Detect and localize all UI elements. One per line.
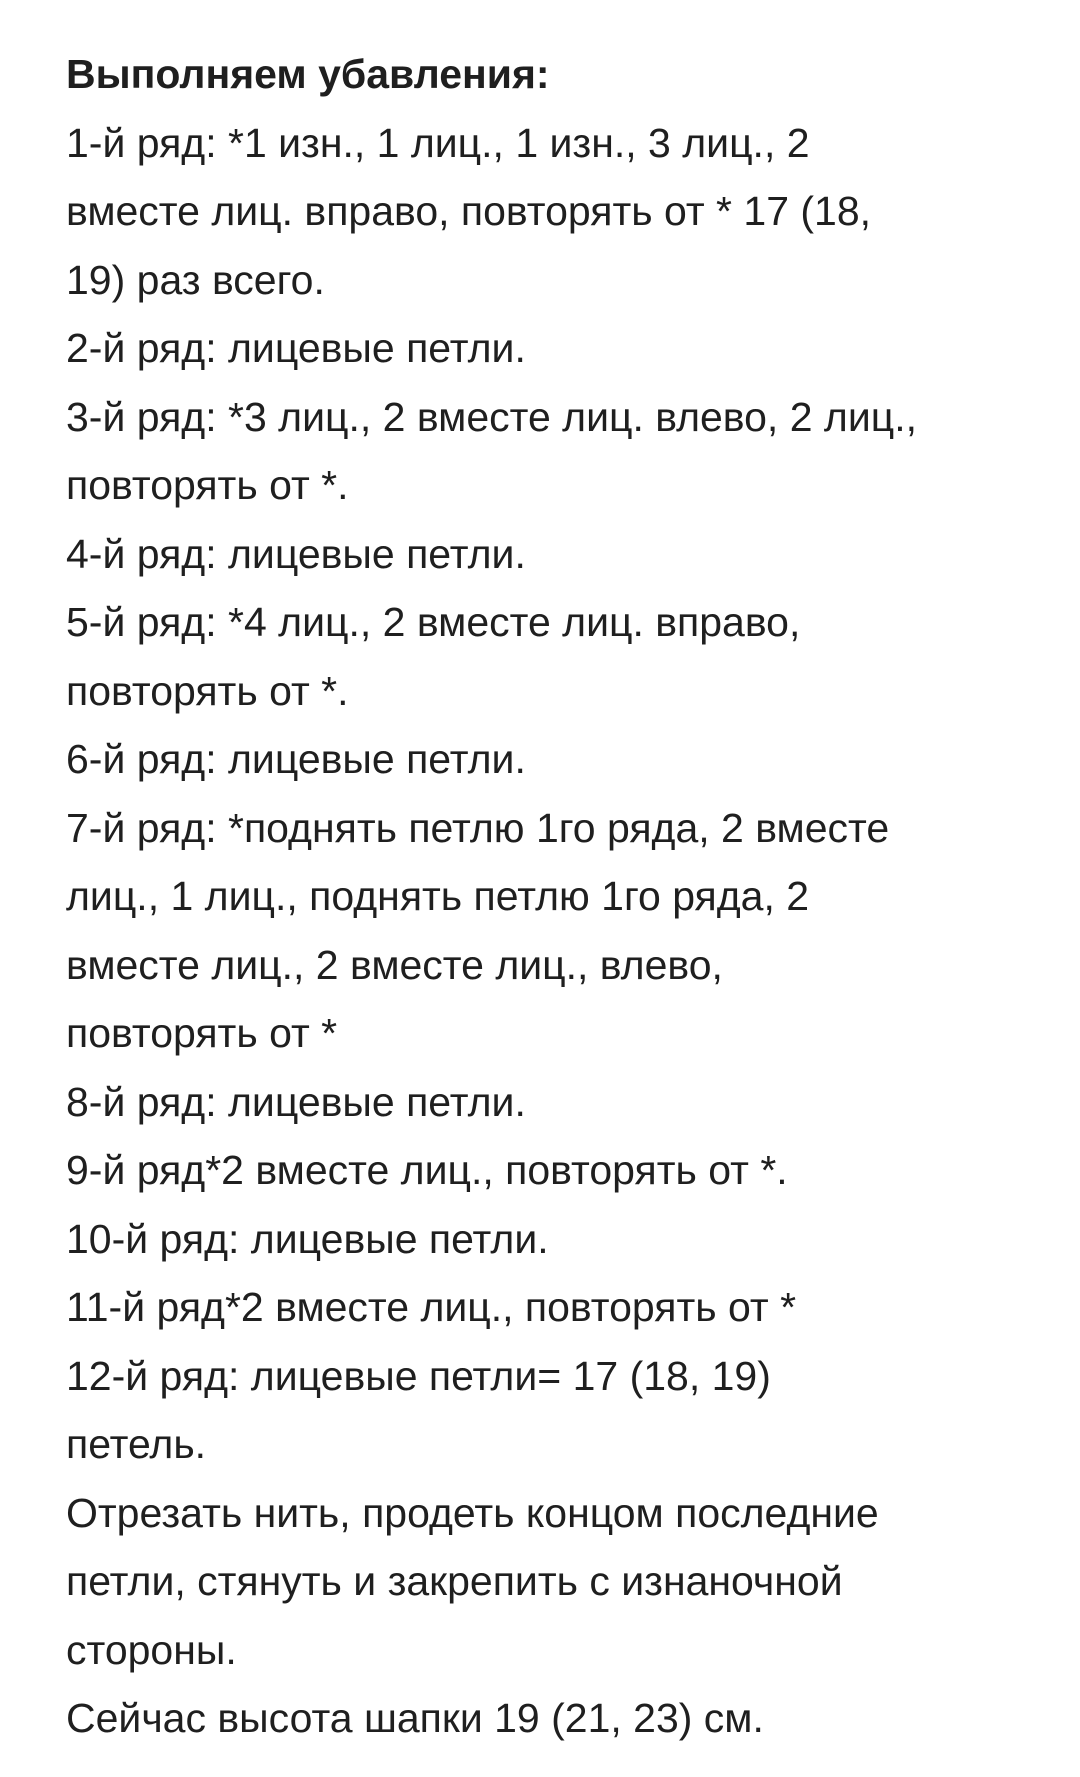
text-line: 7-й ряд: *поднять петлю 1го ряда, 2 вместе [66, 804, 890, 851]
text-line: вместе лиц., 2 вместе лиц., влево, [66, 941, 723, 988]
text-line: Отрезать нить, продеть концом последние [66, 1489, 879, 1536]
text-line: 11-й ряд*2 вместе лиц., повторять от * [66, 1284, 797, 1330]
text-line: 10-й ряд: лицевые петли. [66, 1215, 549, 1262]
text-line: 3-й ряд: *3 лиц., 2 вместе лиц. влево, 2 лиц., [66, 393, 917, 440]
text-line: 1-й ряд: *1 изн., 1 лиц., 1 изн., 3 лиц., 2 [66, 119, 810, 166]
text-line: 9-й ряд*2 вместе лиц., повторять от *. [66, 1147, 788, 1193]
text-line: 12-й ряд: лицевые петли= 17 (18, 19) [66, 1352, 771, 1399]
text-line: вместе лиц. вправо, повторять от * 17 (18, [66, 188, 872, 234]
instructions-document [66, 40, 1026, 1753]
text-line: петель. [66, 1421, 207, 1467]
text-line: 5-й ряд: *4 лиц., 2 вместе лиц. вправо, [66, 599, 801, 645]
text-line: Сейчас высота шапки 19 (21, 23) см. [66, 1695, 764, 1741]
document-heading: Выполняем убавления: [66, 51, 550, 97]
text-line: 19) раз всего. [66, 256, 325, 303]
text-line: лиц., 1 лиц., поднять петлю 1го ряда, 2 [66, 873, 810, 919]
text-line: 6-й ряд: лицевые петли. [66, 736, 526, 782]
text-line: 4-й ряд: лицевые петли. [66, 530, 526, 577]
text-line: повторять от *. [66, 462, 349, 508]
text-line: повторять от *. [66, 667, 349, 714]
text-line: стороны. [66, 1626, 237, 1673]
text-line: повторять от * [66, 1010, 338, 1056]
text-line: 8-й ряд: лицевые петли. [66, 1078, 526, 1125]
text-line: петли, стянуть и закрепить с изнаночной [66, 1558, 843, 1604]
text-line: 2-й ряд: лицевые петли. [66, 325, 526, 371]
